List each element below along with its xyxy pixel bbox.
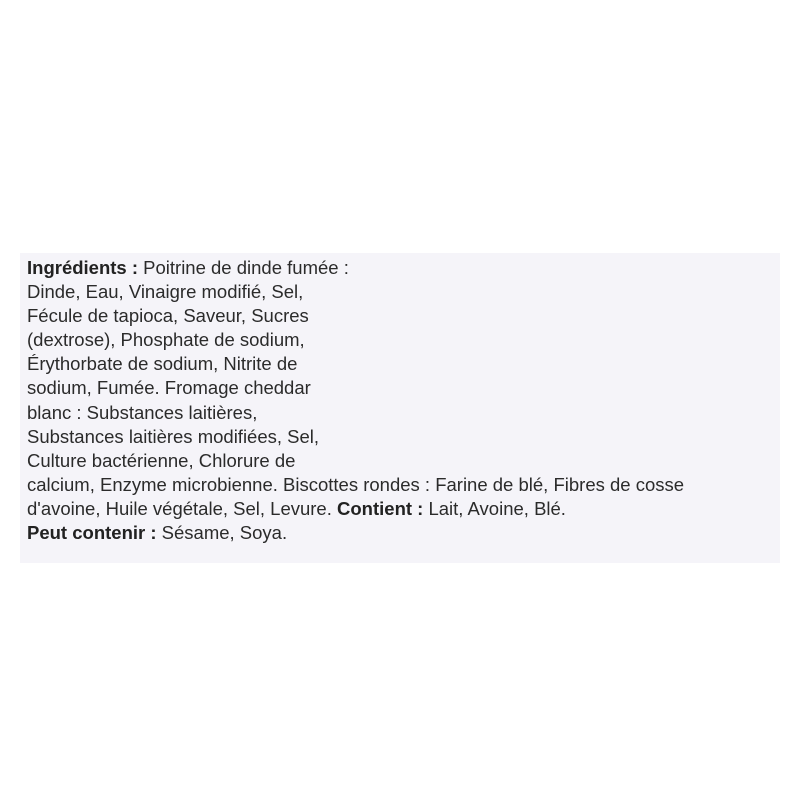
- ingredients-line-10: calcium, Enzyme microbienne. Biscottes rondes : Farine de blé, Fibres de cosse: [27, 473, 685, 495]
- may-contain-label: Peut contenir :: [27, 522, 157, 544]
- ingredients-text: Poitrine de dinde fumée :: [138, 257, 349, 278]
- ingredients-text-end: d'avoine, Huile végétale, Sel, Levure.: [27, 497, 338, 519]
- contains-text: Lait, Avoine, Blé.: [423, 497, 566, 519]
- ingredients-line-7: blanc : Substances laitières,: [27, 401, 258, 423]
- ingredients-line-11: [27, 497, 787, 521]
- ingredients-line-8: Substances laitières modifiées, Sel,: [27, 425, 320, 447]
- ingredients-line-4: (dextrose), Phosphate de sodium,: [27, 329, 305, 351]
- ingredients-line-5: Érythorbate de sodium, Nitrite de: [27, 353, 298, 375]
- ingredients-line-12: [27, 521, 787, 545]
- ingredients-list: [27, 256, 787, 545]
- ingredients-line-9: Culture bactérienne, Chlorure de: [27, 449, 296, 471]
- ingredients-line-3: Fécule de tapioca, Saveur, Sucres: [27, 305, 309, 327]
- ingredients-heading: Ingrédients :: [27, 257, 139, 278]
- ingredients-line-2: Dinde, Eau, Vinaigre modifié, Sel,: [27, 281, 304, 303]
- ingredients-line-1: [27, 256, 787, 280]
- may-contain-text: Sésame, Soya.: [156, 522, 288, 544]
- contains-label: Contient :: [337, 497, 424, 519]
- ingredients-line-6: sodium, Fumée. Fromage cheddar: [27, 377, 311, 399]
